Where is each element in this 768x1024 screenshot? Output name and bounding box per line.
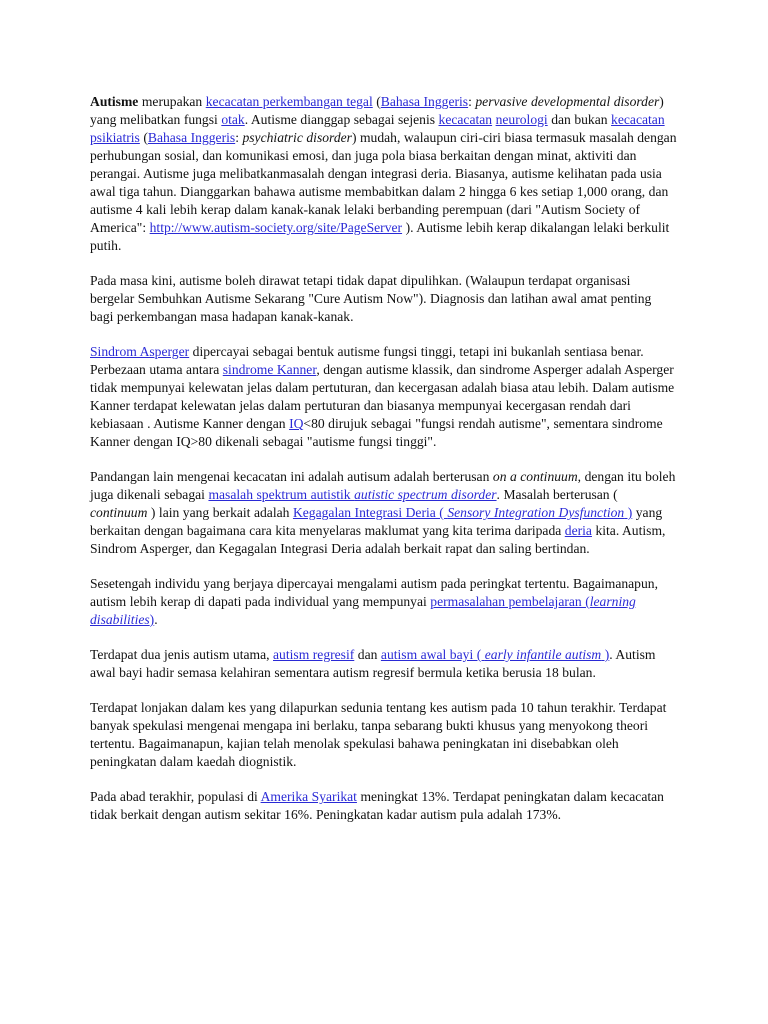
article-body — [90, 93, 678, 824]
italic-text: on a continuum — [492, 469, 578, 484]
text-run: merupakan — [138, 94, 206, 109]
inline-link[interactable]: http://www.autism-society.org/site/PageServer — [149, 220, 403, 235]
inline-link[interactable]: early infantile autism — [484, 647, 602, 662]
inline-link[interactable]: permasalahan pembelajaran ( — [430, 594, 590, 609]
italic-text: psychiatric disorder — [242, 130, 352, 145]
inline-link[interactable]: kecacatan psikiatris — [90, 112, 665, 145]
text-run: yang berkaitan dengan bagaimana cara kita menyelaras maklumat yang kita terima daripada — [90, 505, 663, 538]
text-run: ) lain yang berkait adalah — [147, 505, 293, 520]
inline-link[interactable]: kecacatan — [438, 112, 493, 127]
text-run: meningkat 13%. Terdapat peningkatan dalam kecacatan tidak berkait dengan autism sekitar 16%. Peningkatan kadar autism pula adalah 173%. — [90, 789, 664, 822]
bold-term: Autisme — [90, 94, 139, 109]
paragraph-5 — [90, 575, 678, 629]
paragraph-4 — [90, 468, 678, 558]
paragraph-7 — [90, 699, 678, 771]
text-run: : — [468, 94, 476, 109]
paragraph-2 — [90, 272, 678, 326]
text-run: : — [235, 130, 243, 145]
inline-link[interactable]: Sindrom Asperger — [90, 344, 190, 359]
inline-link[interactable]: Kegagalan Integrasi Deria ( — [292, 505, 448, 520]
text-run: ) mudah, walaupun ciri-ciri biasa termasuk masalah dengan perhubungan sosial, dan komunikasi emosi, dan juga pola biasa berkaitan dengan minat, aktiviti dan perangai. Autisme juga melibatkanmasalah dengan integrasi deria. Biasanya, autisme kelihatan pada usia awal tiga tahun. Dianggarkan bahawa autisme membabitkan dalam 2 hingga 6 kes setiap 1,000 orang, dan autisme 4 kali lebih kerap dalam kanak-kanak lelaki berbanding perempuan (dari "Autism Society of America": — [90, 130, 677, 235]
inline-link[interactable]: masalah spektrum autistik — [208, 487, 355, 502]
inline-link[interactable]: autism awal bayi ( — [380, 647, 485, 662]
text-run: ( — [372, 94, 381, 109]
text-run: , dengan autisme klassik, dan sindrome Asperger adalah Asperger tidak mempunyai kelewatan jelas dalam pertuturan, dan kecergasan adalah biasa atau lebih. Dalam autisme Kanner terdapat kelewatan jelas dalam pertuturan dan biasanya mempunyai kecergasan rendah dari kebiasaan . Autisme Kanner dengan — [90, 362, 675, 431]
italic-text: pervasive developmental disorder — [475, 94, 660, 109]
text-run: Pada masa kini, autisme boleh dirawat tetapi tidak dapat dipulihkan. (Walaupun terdapat organisasi bergelar Sembuhkan Autisme Sekarang "Cure Autism Now"). Diagnosis dan latihan awal amat penting bagi perkembangan masa hadapan kanak-kanak. — [90, 273, 652, 324]
inline-link[interactable]: ) — [624, 505, 633, 520]
inline-link[interactable]: autistic spectrum disorder — [354, 487, 497, 502]
inline-link[interactable]: ) — [149, 612, 155, 627]
inline-link[interactable]: kecacatan perkembangan tegal — [205, 94, 373, 109]
text-run: . Autisme dianggap sebagai sejenis — [244, 112, 439, 127]
text-run: . — [154, 612, 158, 627]
text-run: ). Autisme lebih kerap dikalangan lelaki berkulit putih. — [90, 220, 670, 253]
text-run: dipercayai sebagai bentuk autisme fungsi tinggi, tetapi ini bukanlah sentiasa benar. Perbezaan utama antara — [90, 344, 644, 377]
text-run: Terdapat dua jenis autism utama, — [90, 647, 274, 662]
text-run: <80 dirujuk sebagai "fungsi rendah autisme", sementara sindrome Kanner dengan IQ>80 dikenali sebagai "autisme fungsi tinggi". — [90, 416, 663, 449]
text-run: Pada abad terakhir, populasi di — [90, 789, 261, 804]
text-run: kita. Autism, Sindrom Asperger, dan Kegagalan Integrasi Deria adalah berkait rapat dan saling bertindan. — [90, 523, 666, 556]
inline-link[interactable]: Sensory Integration Dysfunction — [447, 505, 625, 520]
text-run: dan — [354, 647, 381, 662]
inline-link[interactable]: Amerika Syarikat — [260, 789, 357, 804]
inline-link[interactable]: deria — [564, 523, 592, 538]
inline-link[interactable]: IQ — [289, 416, 304, 431]
inline-link[interactable]: Bahasa Inggeris — [380, 94, 469, 109]
text-run: Terdapat lonjakan dalam kes yang dilapurkan sedunia tentang kes autism pada 10 tahun terakhir. Terdapat banyak spekulasi mengenai mengapa ini berlaku, tanpa sebarang bukti khusus yang menyokong theori tertentu. Bagaimanapun, kajian telah menolak spekulasi bahawa peningkatan ini disebabkan oleh peningkatan dalam kaedah diognistik. — [90, 700, 667, 769]
inline-link[interactable]: sindrome Kanner — [222, 362, 317, 377]
inline-link[interactable]: neurologi — [495, 112, 548, 127]
text-run: , dengan itu boleh juga dikenali sebagai — [90, 469, 676, 502]
paragraph-1 — [90, 93, 678, 255]
inline-link[interactable]: learning disabilities — [90, 594, 636, 627]
text-run: Pandangan lain mengenai kecacatan ini adalah autisum adalah berterusan — [90, 469, 493, 484]
text-run: . Masalah berterusan ( — [496, 487, 618, 502]
text-run: . Autism awal bayi hadir semasa kelahiran sementara autism regresif bermula ketika berusia 18 bulan. — [90, 647, 656, 680]
inline-link[interactable]: Bahasa Inggeris — [147, 130, 236, 145]
text-run: ) yang melibatkan fungsi — [90, 94, 664, 127]
paragraph-3 — [90, 343, 678, 451]
inline-link[interactable]: ) — [601, 647, 610, 662]
paragraph-8 — [90, 788, 678, 824]
text-run: dan bukan — [547, 112, 612, 127]
paragraph-6 — [90, 646, 678, 682]
text-run: Sesetengah individu yang berjaya dipercayai mengalami autism pada peringkat tertentu. Bagaimanapun, autism lebih kerap di dapati pada individual yang mempunyai — [90, 576, 658, 609]
inline-link[interactable]: otak — [221, 112, 245, 127]
inline-link[interactable]: autism regresif — [273, 647, 355, 662]
text-run: ( — [139, 130, 148, 145]
italic-text: continuum — [90, 505, 148, 520]
